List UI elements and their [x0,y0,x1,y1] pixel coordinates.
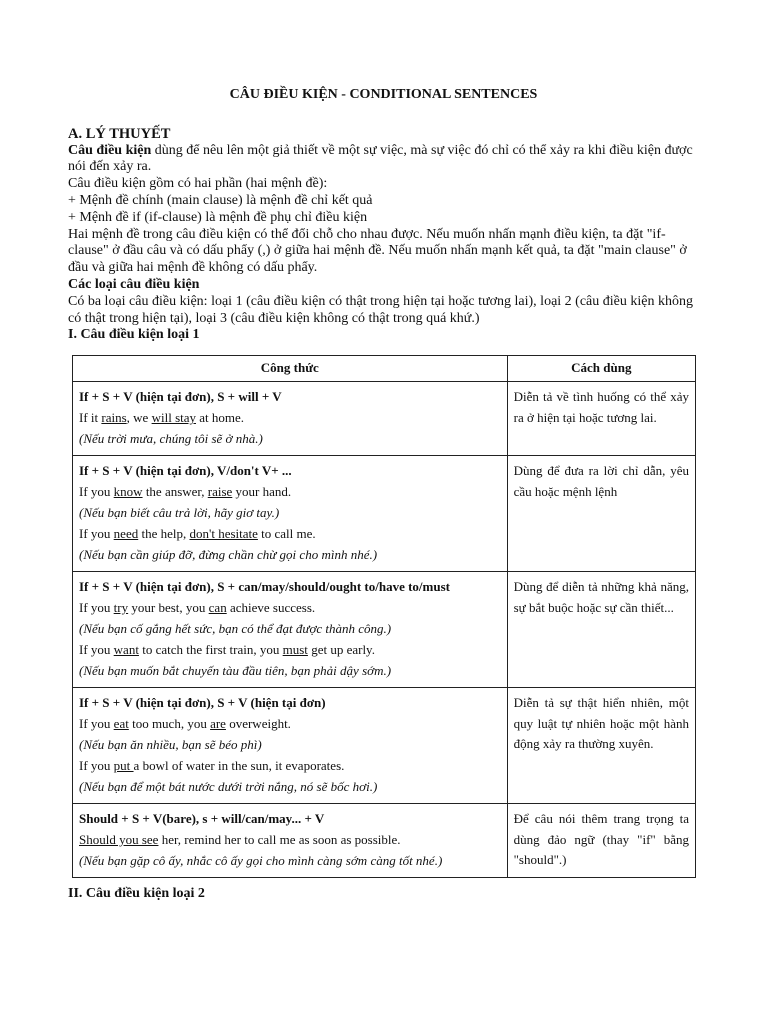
table-row [73,688,696,804]
sentence-text: If you [79,716,114,732]
underlined-word: are [210,716,226,732]
usage-cell [507,688,695,804]
underlined-word: Should you see [79,832,159,848]
document-page [68,87,696,903]
page-title: CÂU ĐIỀU KIỆN - CONDITIONAL SENTENCES [229,87,538,102]
formula: If + S + V (hiện tại đơn), S + will + V [79,389,282,405]
example-sentence [79,481,501,502]
underlined-word: can [208,600,227,616]
underlined-word: need [113,526,139,542]
sentence-text: If you [79,758,114,774]
sentence-text: If you [79,600,114,616]
types-heading: Các loại câu điều kiện [68,276,200,292]
usage-cell [507,456,695,572]
formula: If + S + V (hiện tại đơn), S + V (hiện tại đơn) [79,695,326,711]
example-sentence [79,523,501,544]
formula-cell [73,688,508,804]
example-sentence [79,407,501,428]
example-sentence [79,597,501,618]
formula: Should + S + V(bare), s + will/can/may... + V [79,811,325,827]
example-translation: (Nếu bạn để một bát nước dưới trời nắng, nó sẽ bốc hơi.) [79,779,378,795]
formula-cell [73,456,508,572]
usage-text: Diễn tả sự thật hiển nhiên, một quy luật tự nhiên hoặc một hành động xảy ra thường xuyên. [513,695,689,752]
sentence-text: to call me. [257,526,316,542]
formula: If + S + V (hiện tại đơn), V/don't V+ ... [79,463,292,479]
formula-cell [73,804,508,878]
sentence-text: If you [79,484,114,500]
underlined-word: put [113,758,134,774]
underlined-word: raise [207,484,233,500]
if-clause-line: + Mệnh đề if (if-clause) là mệnh đề phụ chỉ điều kiện [68,209,368,225]
usage-cell [507,804,695,878]
formula-cell [73,382,508,456]
sentence-text: If you [79,642,114,658]
example-translation: (Nếu trời mưa, chúng tôi sẽ ở nhà.) [79,431,263,447]
underlined-word: eat [113,716,129,732]
sentence-text: your best, you [128,600,209,616]
column-header-formula: Công thức [73,356,508,382]
main-clause-line: + Mệnh đề chính (main clause) là mệnh đề chỉ kết quả [68,192,373,208]
sentence-text: overweight. [225,716,291,732]
example-translation: (Nếu bạn cố gắng hết sức, bạn có thể đạt được thành công.) [79,621,392,637]
definition-term: Câu điều kiện [68,142,152,158]
sentence-text: If you [79,526,114,542]
parts-intro: Câu điều kiện gồm có hai phần (hai mệnh đề): [68,176,328,192]
example-translation: (Nếu bạn ăn nhiều, bạn sẽ béo phì) [79,737,262,753]
example-translation: (Nếu bạn biết câu trả lời, hãy giơ tay.) [79,505,280,521]
sentence-text: get up early. [307,642,375,658]
table-row [73,572,696,688]
column-header-usage: Cách dùng [507,356,695,382]
definition-paragraph [68,143,696,177]
table-row [73,804,696,878]
formula: If + S + V (hiện tại đơn), S + can/may/should/ought to/have to/must [79,579,450,595]
underlined-word: don't hesitate [189,526,258,542]
underlined-word: want [113,642,139,658]
underlined-word: try [113,600,129,616]
formula-cell [73,572,508,688]
example-sentence [79,713,501,734]
type2-heading: II. Câu điều kiện loại 2 [68,886,205,902]
usage-text: Dùng để diễn tả những khả năng, sự bắt buộc hoặc sự cần thiết... [513,579,689,615]
sentence-text: her, remind her to call me as soon as possible. [158,832,401,848]
table-header-row [73,356,696,382]
sentence-text: your hand. [232,484,292,500]
underlined-word: must [282,642,308,658]
sentence-text: too much, you [128,716,211,732]
definition-text: dùng để nêu lên một giả thiết về một sự việc, mà sự việc đó chỉ có thể xảy ra khi điều kiện được nói đến xảy ra. [68,142,693,175]
usage-cell [507,382,695,456]
sentence-text: the answer, [142,484,208,500]
example-translation: (Nếu bạn muốn bắt chuyến tàu đầu tiên, bạn phải dậy sớm.) [79,663,392,679]
usage-text: Diễn tả về tình huống có thể xảy ra ở hiện tại hoặc tương lai. [513,389,689,425]
example-sentence [79,639,501,660]
sentence-text: achieve success. [226,600,316,616]
example-translation: (Nếu bạn gặp cô ấy, nhắc cô ấy gọi cho mình càng sớm càng tốt nhé.) [79,853,443,869]
type1-heading: I. Câu điều kiện loại 1 [68,327,200,343]
types-text: Có ba loại câu điều kiện: loại 1 (câu điều kiện có thật trong hiện tại hoặc tương lai), loại 2 (câu điều kiện không có thật trong hiện tại), loại 3 (câu điều kiện không có thật trong quá khứ.) [68,293,693,326]
section-heading-theory: A. LÝ THUYẾT [68,125,171,142]
underlined-word: know [113,484,143,500]
example-sentence [79,829,501,850]
sentence-text: the help, [138,526,190,542]
sentence-text: , we [126,410,152,426]
sentence-text: to catch the first train, you [138,642,283,658]
example-translation: (Nếu bạn cần giúp đỡ, đừng chần chừ gọi cho mình nhé.) [79,547,378,563]
underlined-word: rains [101,410,127,426]
table-row [73,456,696,572]
order-note: Hai mệnh đề trong câu điều kiện có thể đổi chỗ cho nhau được. Nếu muốn nhấn mạnh điều kiện, ta đặt "if-clause" ở đầu câu và có dấu phẩy (,) ở giữa hai mệnh đề. Nếu muốn nhấn mạnh kết quả, ta đặt "main clause" ở đầu và giữa hai mệnh đề không có dấu phẩy. [68,226,687,276]
example-sentence [79,755,501,776]
usage-text: Dùng để đưa ra lời chỉ dẫn, yêu cầu hoặc mệnh lệnh [513,463,689,499]
usage-text: Để câu nói thêm trang trọng ta dùng đảo ngữ (thay "if" bằng "should".) [513,811,689,868]
underlined-word: will stay [151,410,197,426]
sentence-text: If it [79,410,102,426]
type1-table [72,355,696,878]
sentence-text: at home. [196,410,245,426]
usage-cell [507,572,695,688]
table-row [73,382,696,456]
sentence-text: a bowl of water in the sun, it evaporates. [133,758,345,774]
